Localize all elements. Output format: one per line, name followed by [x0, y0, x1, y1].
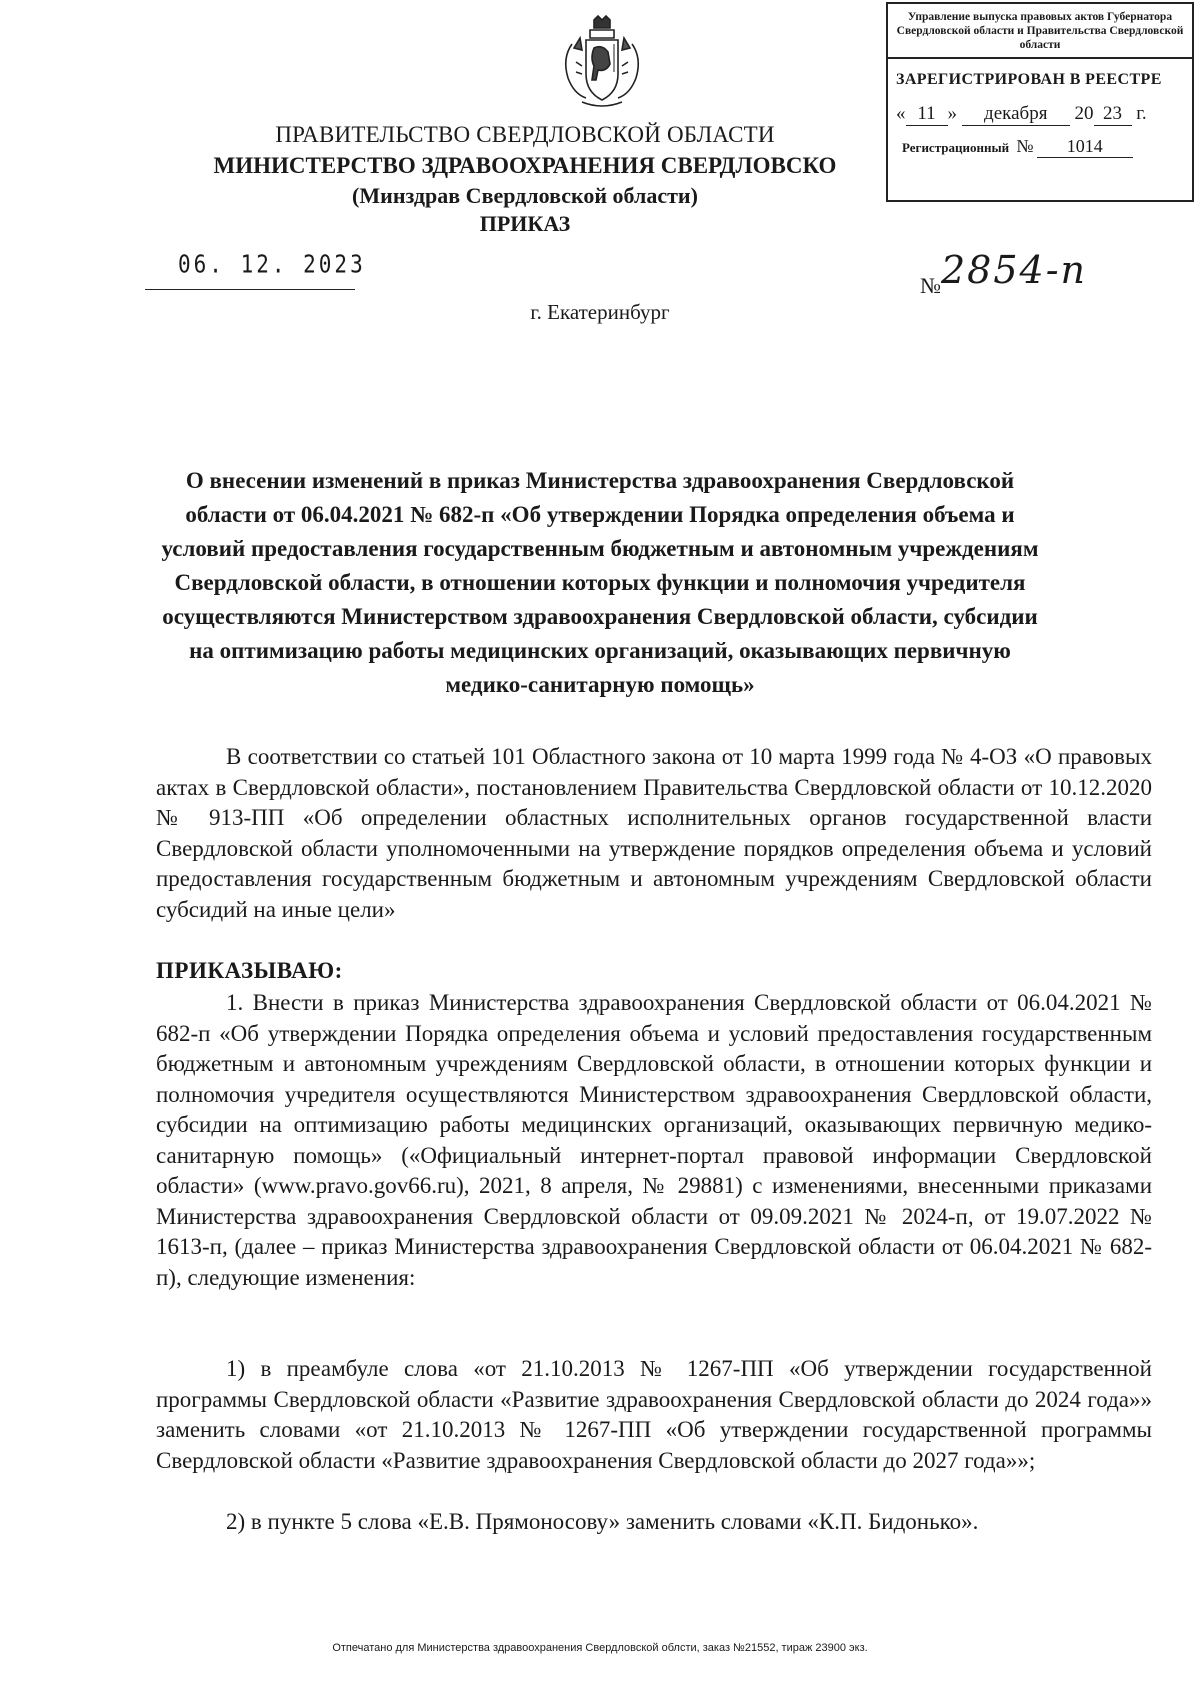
stamp-registered-label: ЗАРЕГИСТРИРОВАН В РЕЕСТРЕ — [896, 71, 1162, 88]
document-title: О внесении изменений в приказ Министерства здравоохранения Свердловской области от 06.04.2021 № 682-п «Об утверждении Порядка определения объема и условий предоставления государственным бюджетным и автономным учреждениям Свердловской области, в отношении которых функции и полномочия учредителя осуществляются Министерством здравоохранения Свердловской области, субсидии на оптимизацию работы медицинских организаций, оказывающих первичную медико-санитарную помощь» — [161, 468, 1039, 697]
stamp-number-line — [888, 126, 1192, 158]
stamp-year-mark: г. — [1136, 103, 1147, 124]
stamp-open-quote: « — [896, 103, 906, 124]
print-footer: Отпечатано для Министерства здравоохранения Свердловской облсти, заказ №21552, тираж 23900 экз. — [332, 1642, 868, 1654]
stamp-office: Управление выпуска правовых актов Губернатора Свердловской области и Правительства Свердловской области — [888, 4, 1192, 59]
order-number-sign: № — [920, 273, 941, 298]
order-number — [920, 248, 1088, 302]
registration-stamp — [886, 2, 1194, 202]
order-number-value: 2854-п — [941, 248, 1088, 292]
stamp-close-quote: » — [947, 103, 957, 124]
stamp-reg-label: Регистрационный — [902, 140, 1010, 155]
stamp-reg-number: 1014 — [1037, 136, 1133, 158]
document-type: ПРИКАЗ — [479, 211, 571, 236]
coat-of-arms-icon — [552, 14, 652, 114]
stamp-year-suffix: 23 — [1094, 103, 1132, 126]
preamble-paragraph: В соответствии со статьей 101 Областного закона от 10 марта 1999 года № 4-ОЗ «О правовых актах в Свердловской области», постановлением Правительства Свердловской области от 10.12.2020 № 913-ПП «Об определении областных исполнительных органов государственной власти Свердловской области уполномоченными на утверждение порядков определения объема и условий предоставления государственным бюджетным и автономным учреждениям Свердловской области субсидий на иные цели» — [156, 744, 1152, 922]
item-1-2-paragraph: 2) в пункте 5 слова «Е.В. Прямоносову» заменить словами «К.П. Бидонько». — [226, 1509, 979, 1534]
stamp-year-prefix: 20 — [1074, 103, 1094, 124]
order-date: 06. 12. 2023 — [178, 249, 366, 279]
order-date-underline — [145, 289, 355, 290]
stamp-day: 11 — [906, 103, 948, 126]
ministry-heading: МИНИСТЕРСТВО ЗДРАВООХРАНЕНИЯ СВЕРДЛОВСКО — [213, 153, 837, 178]
stamp-month: декабря — [962, 103, 1070, 126]
ministry-short-name: (Минздрав Свердловской области) — [352, 183, 698, 208]
order-word: ПРИКАЗЫВАЮ: — [156, 958, 343, 983]
stamp-date — [888, 89, 1192, 126]
item-1-paragraph: 1. Внести в приказ Министерства здравоохранения Свердловской области от 06.04.2021 № 682-п «Об утверждении Порядка определения объема и условий предоставления государственным бюджетным и автономным учреждениям Свердловской области, в отношении которых функции и полномочия учредителя осуществляются Министерством здравоохранения Свердловской области, субсидии на оптимизацию работы медицинских организаций, оказывающих первичную медико-санитарную помощь» («Официальный интернет-портал правовой информации Свердловской области» (www.pravo.gov66.ru), 2021, 8 апреля, № 29881) с изменениями, внесенными приказами Министерства здравоохранения Свердловской области от 09.09.2021 № 2024-п, от 19.07.2022 № 1613-п, (далее – приказ Министерства здравоохранения Свердловской области от 06.04.2021 № 682-п), следующие изменения: — [156, 990, 1152, 1290]
government-heading: ПРАВИТЕЛЬСТВО СВЕРДЛОВСКОЙ ОБЛАСТИ — [275, 122, 775, 147]
stamp-number-sign: № — [1016, 136, 1034, 156]
item-1-1-paragraph: 1) в преамбуле слова «от 21.10.2013 № 1267-ПП «Об утверждении государственной программы Свердловской области «Развитие здравоохранения Свердловской области до 2024 года»» заменить словами «от 21.10.2013 № 1267-ПП «Об утверждении государственной программы Свердловской области «Развитие здравоохранения Свердловской области до 2027 года»»; — [156, 1356, 1152, 1473]
city: г. Екатеринбург — [530, 300, 670, 324]
